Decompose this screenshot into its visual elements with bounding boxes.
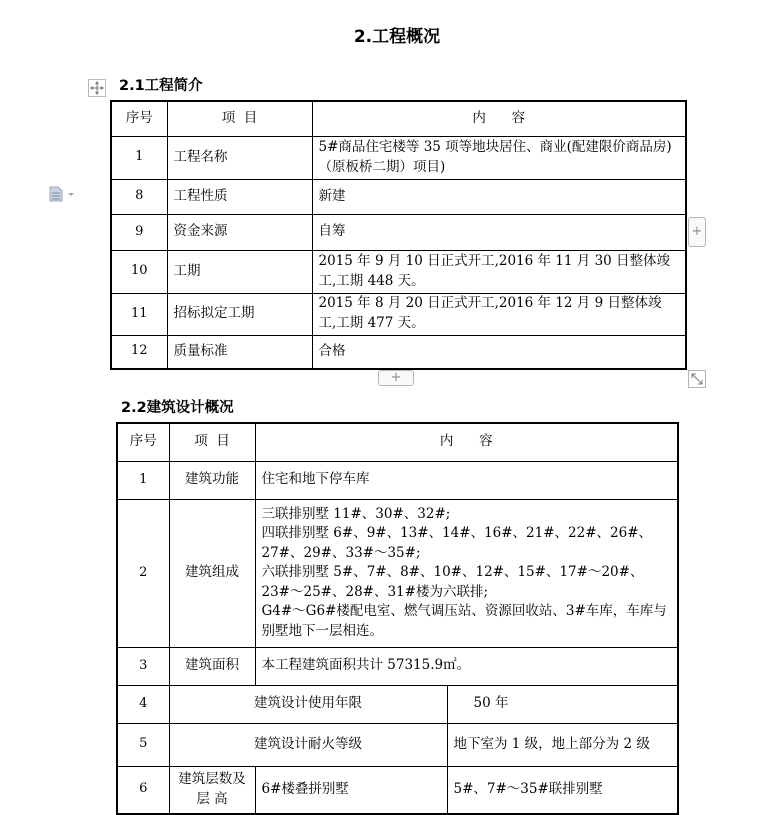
header-seq: 序号: [111, 101, 167, 136]
row-content: 2015 年 8 月 20 日正式开工,2016 年 12 月 9 日整体竣工,工期 477 天。: [312, 293, 686, 335]
row-item: 工程名称: [167, 136, 312, 179]
row-seq: 8: [111, 179, 167, 214]
table-row: [111, 179, 686, 214]
row-item: 质量标准: [167, 335, 312, 369]
row-seq: 12: [111, 335, 167, 369]
row-seq: 10: [111, 250, 167, 293]
header-item: 项 目: [167, 101, 312, 136]
composition-line: G4#～G6#楼配电室、燃气调压站、资源回收站、3#车库，车库与别墅地下一层相连。: [261, 603, 667, 639]
row-seq: 1: [111, 136, 167, 179]
row-seq: 9: [111, 214, 167, 250]
row-item: 工期: [167, 250, 312, 293]
table-row: [117, 499, 678, 647]
row-content: 住宅和地下停车库: [255, 461, 678, 499]
table-row: [117, 685, 678, 723]
row-mid: 6#楼叠拼别墅: [255, 766, 447, 814]
table-row: [111, 250, 686, 293]
row-content: 地下室为 1 级，地上部分为 2 级: [447, 723, 678, 766]
row-content: 合格: [312, 335, 686, 369]
row-content: 本工程建筑面积共计 57315.9㎡。: [255, 647, 678, 685]
row-seq: 1: [117, 461, 169, 499]
section-title-overview: 2.1工程简介: [119, 78, 203, 94]
row-seq: 6: [117, 766, 169, 814]
table-row: [111, 136, 686, 179]
row-content: 2015 年 9 月 10 日正式开工,2016 年 11 月 30 日整体竣工,工期 448 天。: [312, 250, 686, 293]
row-content: 新建: [312, 179, 686, 214]
table-header-row: [111, 101, 686, 136]
row-item: 建筑设计使用年限: [169, 685, 447, 723]
row-item: 招标拟定工期: [167, 293, 312, 335]
header-content: 内 容: [255, 423, 678, 461]
header-seq: 序号: [117, 423, 169, 461]
resize-icon[interactable]: [688, 370, 706, 388]
document-icon[interactable]: [48, 186, 78, 206]
table-row: [111, 335, 686, 369]
table-row: [117, 723, 678, 766]
row-content: 自筹: [312, 214, 686, 250]
row-item: 建筑功能: [169, 461, 255, 499]
row-content: 5#、7#～35#联排别墅: [447, 766, 678, 814]
row-content: [255, 499, 678, 647]
composition-line: 三联排别墅 11#、30#、32#;: [261, 505, 451, 522]
project-overview-table: [110, 100, 687, 370]
table-header-row: [117, 423, 678, 461]
row-seq: 4: [117, 685, 169, 723]
header-item: 项 目: [169, 423, 255, 461]
table-row: [111, 214, 686, 250]
table-row: [117, 461, 678, 499]
table-row: [117, 647, 678, 685]
document-title: 2.工程概况: [353, 27, 441, 47]
row-seq: 5: [117, 723, 169, 766]
composition-line: 四联排别墅 6#、9#、13#、14#、16#、21#、22#、26#、27#、29#、33#～35#;: [261, 525, 653, 561]
row-item: 建筑设计耐火等级: [169, 723, 447, 766]
row-item: 建筑层数及 层 高: [169, 766, 255, 814]
move-arrows-icon[interactable]: [88, 79, 106, 97]
row-seq: 3: [117, 647, 169, 685]
row-item: 建筑面积: [169, 647, 255, 685]
add-column-plus-icon[interactable]: +: [688, 217, 706, 247]
row-seq: 2: [117, 499, 169, 647]
row-item: 资金来源: [167, 214, 312, 250]
row-item: 工程性质: [167, 179, 312, 214]
row-seq: 11: [111, 293, 167, 335]
header-content: 内 容: [312, 101, 686, 136]
add-row-plus-icon[interactable]: +: [378, 370, 414, 386]
composition-line: 六联排别墅 5#、7#、8#、10#、12#、15#、17#～20#、23#～25#、28#、31#楼为六联排;: [261, 564, 644, 600]
table-row: [117, 766, 678, 814]
architecture-design-table: [116, 422, 679, 815]
row-content: 50 年: [447, 685, 678, 723]
row-item: 建筑组成: [169, 499, 255, 647]
row-content: 5#商品住宅楼等 35 项等地块居住、商业(配建限价商品房)（原板桥二期）项目): [312, 136, 686, 179]
section-title-architecture: 2.2建筑设计概况: [121, 400, 234, 416]
table-row: [111, 293, 686, 335]
